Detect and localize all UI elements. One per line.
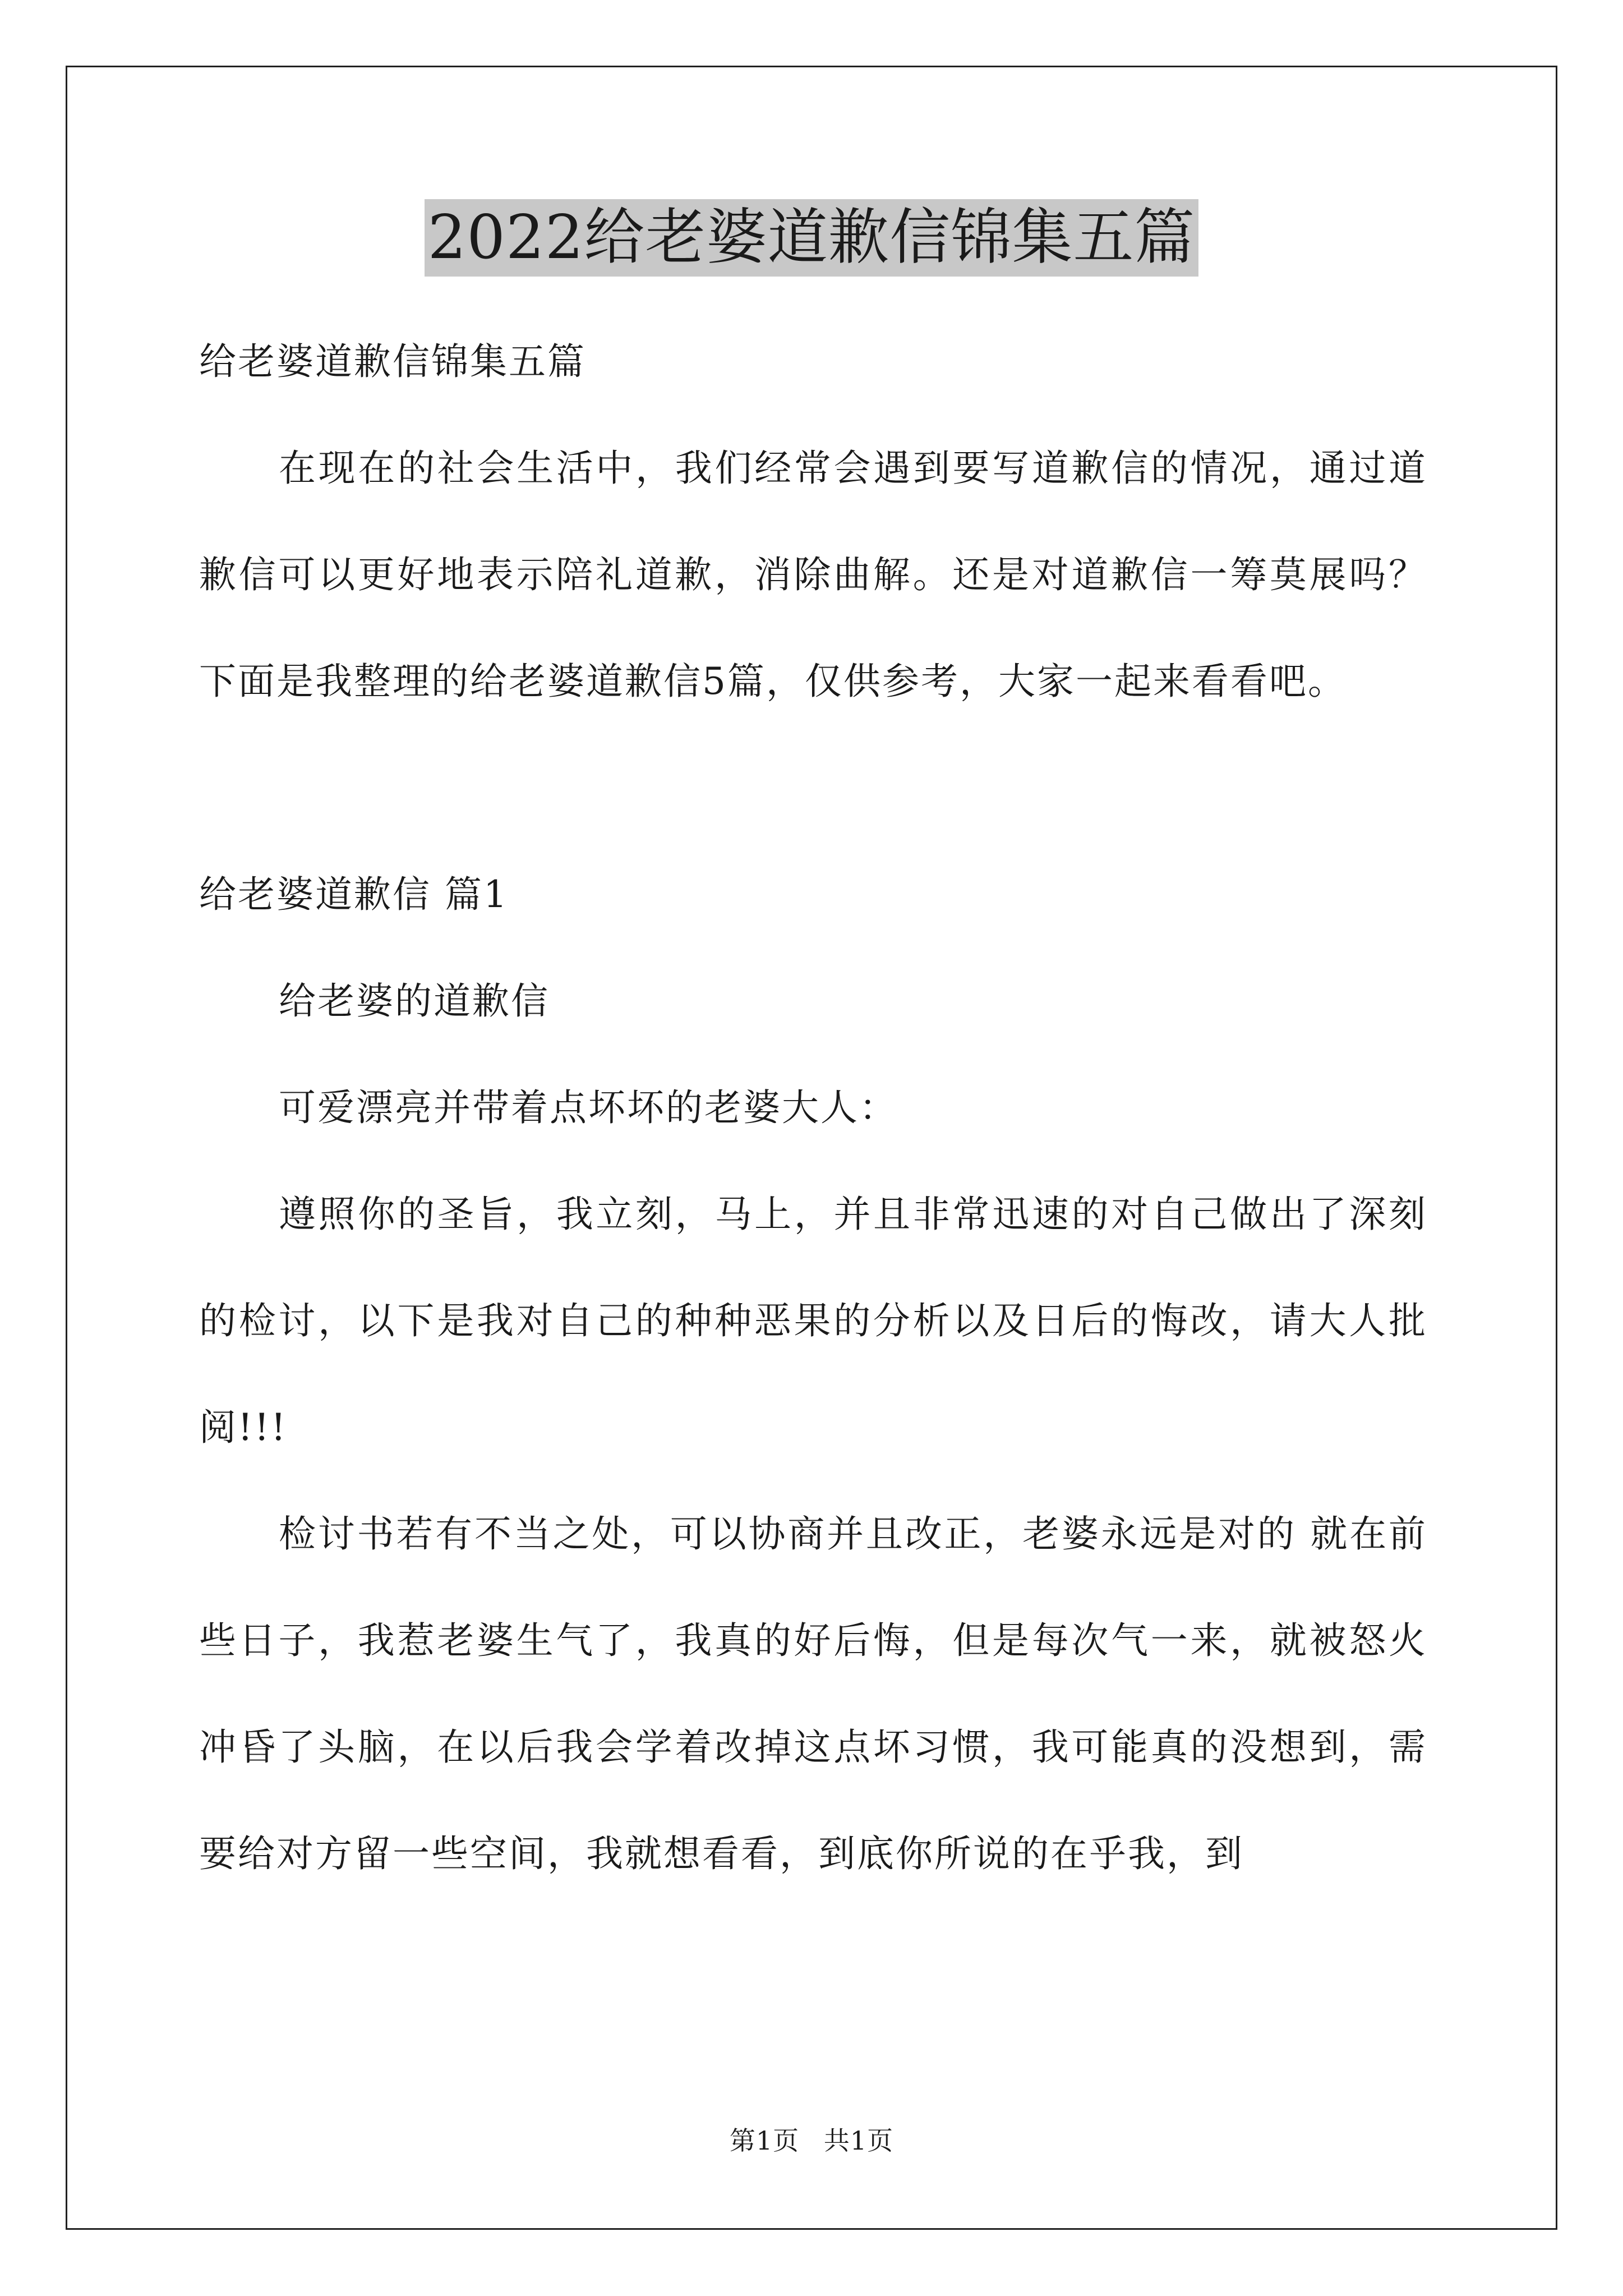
page-footer	[0, 2120, 1623, 2157]
document-title: 2022给老婆道歉信锦集五篇	[425, 199, 1199, 277]
title-container	[0, 199, 1623, 277]
letter-salutation: 可爱漂亮并带着点坏坏的老婆大人：	[279, 1086, 898, 1129]
document-body	[199, 309, 1427, 1907]
page-total: 共1页	[823, 2125, 894, 2156]
letter-title: 给老婆的道歉信	[279, 979, 550, 1023]
section-heading: 给老婆道歉信 篇1	[199, 873, 509, 916]
subtitle: 给老婆道歉信锦集五篇	[199, 340, 586, 383]
letter-paragraph: 检讨书若有不当之处，可以协商并且改正，老婆永远是对的 就在前些日子，我惹老婆生气了，我真的好后悔，但是每次气一来，就被怒火冲昏了头脑，在以后我会学着改掉这点坏习惯，我可能真的没想到，需要给对方留一些空间，我就想看看，到底你所说的在乎我，到	[199, 1512, 1427, 1875]
letter-paragraph: 遵照你的圣旨，我立刻，马上，并且非常迅速的对自己做出了深刻的检讨，以下是我对自己的种种恶果的分析以及日后的悔改，请大人批阅!!!	[199, 1193, 1427, 1449]
page-number: 第1页	[729, 2125, 800, 2156]
intro-paragraph: 在现在的社会生活中，我们经常会遇到要写道歉信的情况，通过道歉信可以更好地表示陪礼道歉，消除曲解。还是对道歉信一筹莫展吗？下面是我整理的给老婆道歉信5篇，仅供参考，大家一起来看看吧。	[199, 447, 1427, 703]
